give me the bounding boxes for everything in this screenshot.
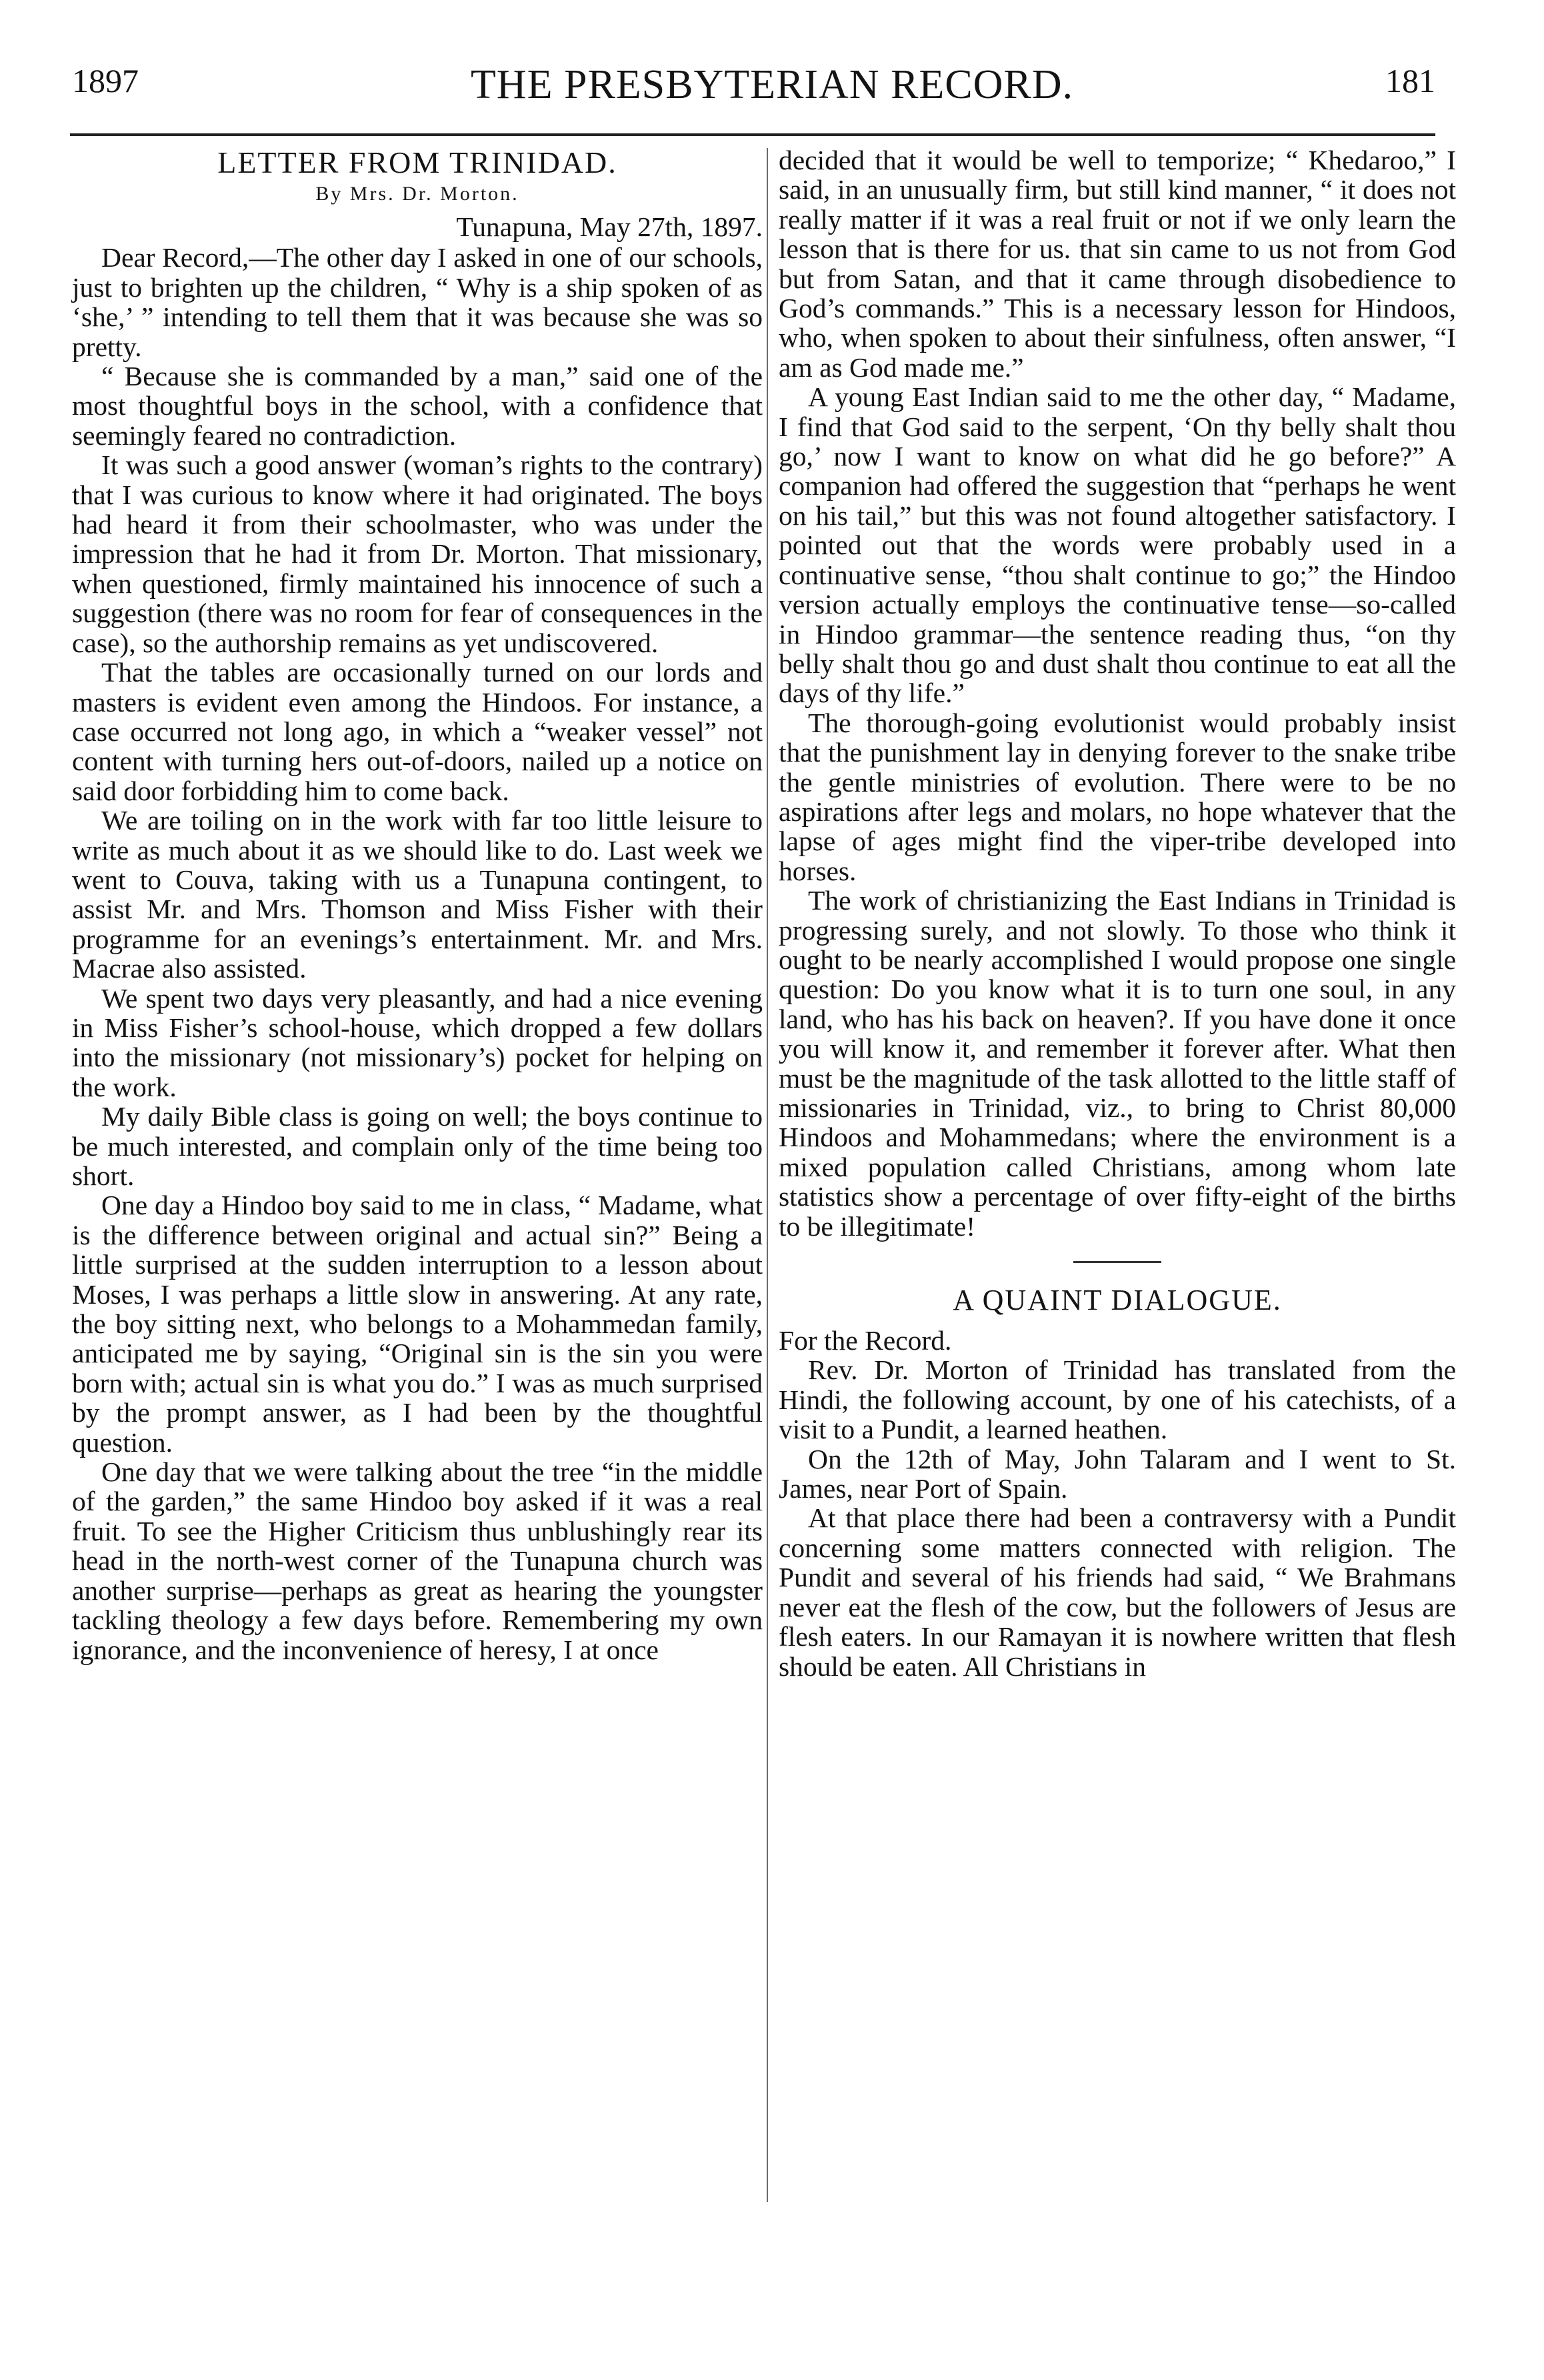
article-paragraph: My daily Bible class is going on well; the boys continue to be much interested, and complain only of the time being too short. xyxy=(72,1101,763,1191)
column-divider xyxy=(767,148,768,2202)
article-title-letter-from-trinidad: LETTER FROM TRINIDAD. xyxy=(217,145,617,179)
right-column xyxy=(779,145,1456,1681)
article-paragraph: One day that we were talking about the tree “in the middle of the garden,” the same Hindoo boy asked if it was a real fruit. To see the Higher Criticism thus unblushingly rear its head in the north-west corner of the Tunapuna church was another surprise—perhaps as great as hearing the youngster tackling theology a few days before. Remembering my own ignorance, and the inconvenience of heresy, I at once xyxy=(72,1456,763,1665)
header-page-number: 181 xyxy=(1385,62,1435,99)
article-paragraph: That the tables are occasionally turned on our lords and masters is evident even among the Hindoos. For instance, a case occurred not long ago, in which a “weaker vessel” not content with turning hers out-of-doors, nailed up a notice on said door forbidding him to come back. xyxy=(72,657,763,806)
article-paragraph: Rev. Dr. Morton of Trinidad has translated from the Hindi, the following account, by one of his catechists, of a visit to a Pundit, a learned heathen. xyxy=(779,1354,1456,1445)
article-paragraph: At that place there had been a contraversy with a Pundit concerning some matters connected with religion. The Pundit and several of his friends had said, “ We Brahmans never eat the flesh of the cow, but the followers of Jesus are flesh eaters. In our Ramayan it is nowhere written that flesh should be eaten. All Christians in xyxy=(779,1502,1456,1682)
article-for-line: For the Record. xyxy=(779,1325,952,1356)
article-paragraph: It was such a good answer (woman’s rights to the contrary) that I was curious to know where it had originated. The boys had heard it from their schoolmaster, who was under the impression that he had it from Dr. Morton. That missionary, when questioned, firmly maintained his innocence of such a suggestion (there was no room for fear of consequences in the case), so the authorship remains as yet undiscovered. xyxy=(72,449,763,658)
left-column xyxy=(72,145,763,1664)
header-year: 1897 xyxy=(72,62,139,99)
article-paragraph: On the 12th of May, John Talaram and I went to St. James, near Port of Spain. xyxy=(779,1443,1456,1504)
header-rule xyxy=(70,133,1435,136)
article-paragraph: The work of christianizing the East Indians in Trinidad is progressing surely, and not slowly. To those who think it ought to be nearly accomplished I would propose one single question: Do you know what it is to turn one soul, in any land, who has his back on heaven?. If you have done it once you will know it, and remember it forever after. What then must be the magnitude of the task allotted to the little staff of missionaries in Trinidad, viz., to bring to Christ 80,000 Hindoos and Mohammedans; where the environment is a mixed population called Christians, among whom late statistics show a percentage of over fifty-eight of the births to be illegitimate! xyxy=(779,885,1456,1242)
header-publication-title: THE PRESBYTERIAN RECORD. xyxy=(470,62,1074,107)
article-paragraph: The thorough-going evolutionist would probably insist that the punishment lay in denying forever to the snake tribe the gentle ministries of evolution. There were to be no aspirations after legs and molars, no hope whatever that the lapse of ages might find the viper-tribe developed into horses. xyxy=(779,707,1456,886)
article-dateline: Tunapuna, May 27th, 1897. xyxy=(456,211,763,242)
article-paragraph-continued: decided that it would be well to temporize; “ Khedaroo,” I said, in an unusually firm, but still kind manner, “ it does not really matter if it was a real fruit or not if we only learn the lesson that is there for us. that sin came to us not from God but from Satan, and that it came through disobedience to God’s commands.” This is a necessary lesson for Hindoos, who, when spoken to about their sinfulness, often answer, “I am as God made me.” xyxy=(779,145,1456,383)
running-header xyxy=(0,61,1544,115)
article-paragraph: We spent two days very pleasantly, and had a nice evening in Miss Fisher’s school-house, which dropped a few dollars into the missionary (not missionary’s) pocket for helping on the work. xyxy=(72,982,763,1102)
article-paragraph: We are toiling on in the work with far too little leisure to write as much about it as we should like to do. Last week we went to Couva, taking with us a Tunapuna contingent, to assist Mr. and Mrs. Thomson and Miss Fisher with their programme for an evenings’s entertainment. Mr. and Mrs. Macrae also assisted. xyxy=(72,805,763,984)
article-separator xyxy=(1073,1261,1161,1263)
article-paragraph: One day a Hindoo boy said to me in class, “ Madame, what is the difference between original and actual sin?” Being a little surprised at the sudden interruption to a lesson about Moses, I was perhaps a little slow in answering. At any rate, the boy sitting next, who belongs to a Mohammedan family, anticipated me by saying, “Original sin is the sin you were born with; actual sin is what you do.” I was as much surprised by the prompt answer, as I had been by the thoughtful question. xyxy=(72,1190,763,1458)
article-paragraph: “ Because she is commanded by a man,” said one of the most thoughtful boys in the school, with a confidence that seemingly feared no contradiction. xyxy=(72,361,763,451)
article-title-a-quaint-dialogue: A QUAINT DIALOGUE. xyxy=(953,1284,1282,1317)
article-byline: By Mrs. Dr. Morton. xyxy=(315,183,519,205)
article-paragraph: A young East Indian said to me the other day, “ Madame, I find that God said to the serpent, ‘On thy belly shalt thou go,’ now I want to know on what did he go before?” A companion had offered the suggestion that “perhaps he went on his tail,” but this was not found altogether satisfactory. I pointed out that the words were probably used in a continuative sense, “thou shalt continue to go;” the Hindoo version actually employs the continuative tense—so-called in Hindoo grammar—the sentence reading thus, “on thy belly shalt thou go and dust shalt thou continue to eat all the days of thy life.” xyxy=(779,381,1456,709)
article-paragraph: Dear Record,—The other day I asked in one of our schools, just to brighten up the children, “ Why is a ship spoken of as ‘she,’ ” intending to tell them that it was because she was so pretty. xyxy=(72,242,763,362)
